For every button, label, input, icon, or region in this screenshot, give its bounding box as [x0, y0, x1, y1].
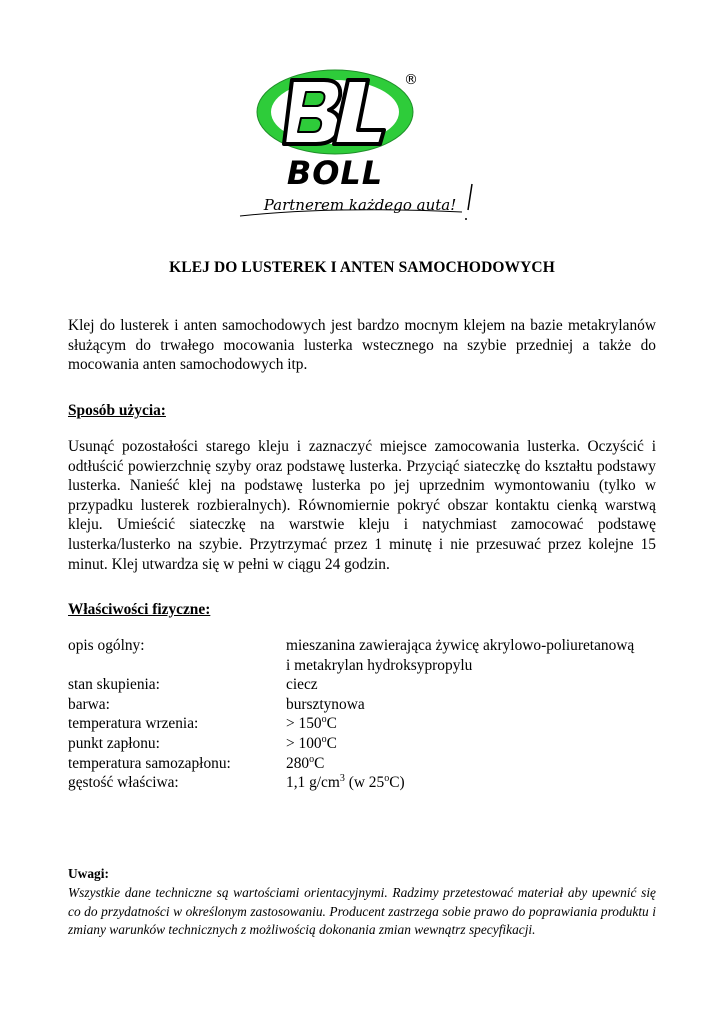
degree-sup: o	[384, 773, 390, 785]
prop-row-state	[68, 675, 668, 695]
slogan: Partnerem każdego auta!	[263, 196, 457, 214]
usage-heading: Sposób użycia:	[68, 402, 166, 419]
prop-value	[286, 754, 668, 774]
prop-row-color	[68, 695, 668, 715]
degree-sup: o	[321, 714, 327, 726]
properties-table	[68, 636, 668, 793]
value-number: > 100	[286, 734, 322, 752]
prop-value: ciecz	[286, 676, 318, 694]
prop-row-general	[68, 636, 668, 675]
value-number: > 150	[286, 715, 322, 733]
boll-logo	[232, 66, 492, 226]
cubic-sup: 3	[339, 773, 345, 785]
prop-value	[286, 773, 668, 793]
prop-value: bursztynowa	[286, 695, 365, 713]
prop-label: stan skupienia:	[68, 676, 160, 694]
usage-paragraph: Usunąć pozostałości starego kleju i zaznaczyć miejsce zamocowania lusterka. Oczyścić i odtłuścić powierzchnię szyby oraz podstawę lusterka. Przyciąć siateczkę do kształtu podstawy lusterka. Nanieść klej na podstawę lusterka po jej uprzednim wymontowaniu (tylko w przypadku lusterek rozbieralnych). Równomiernie pokryć obszar kontaktu cienką warstwą kleju. Umieścić siateczkę na warstwie kleju i natychmiast zamocować podstawę lusterka/lusterko na szybie. Przytrzymać przez 1 minutę i nie przesuwać przez kolejne 15 minut. Klej utwardza się w pełni w ciągu 24 godzin.	[68, 438, 656, 573]
density-temp-suffix: C)	[389, 774, 405, 792]
prop-label: opis ogólny:	[68, 637, 145, 654]
prop-row-density	[68, 773, 668, 793]
prop-row-boiling	[68, 714, 668, 734]
prop-label: temperatura samozapłonu:	[68, 754, 231, 772]
prop-value	[286, 734, 668, 754]
prop-label: punkt zapłonu:	[68, 734, 160, 752]
unit-celsius: C	[326, 715, 337, 733]
prop-label: temperatura wrzenia:	[68, 715, 199, 733]
brand-name: BOLL	[286, 154, 384, 192]
intro-paragraph: Klej do lusterek i anten samochodowych jest bardzo mocnym klejem na bazie metakrylanów służącym do trwałego mocowania lusterka wstecznego na szybie przedniej a także do mocowania anten samochodowych itp.	[68, 317, 656, 374]
prop-label: barwa:	[68, 695, 110, 713]
prop-value	[286, 714, 668, 734]
unit-celsius: C	[314, 754, 325, 772]
prop-value-line: mieszanina zawierająca żywicę akrylowo-poliuretanową	[286, 637, 635, 654]
prop-row-autoignition	[68, 754, 668, 774]
degree-sup: o	[309, 753, 315, 765]
value-number: 1,1 g/cm	[286, 774, 340, 792]
properties-heading: Właściwości fizyczne:	[68, 601, 211, 618]
prop-value	[286, 636, 668, 675]
slogan-flourish	[466, 184, 472, 220]
notes-heading: Uwagi:	[68, 866, 109, 881]
degree-sup: o	[321, 733, 327, 745]
prop-row-flash	[68, 734, 668, 754]
registered-mark: ®	[404, 72, 418, 88]
prop-value-line: i metakrylan hydroksypropylu	[286, 656, 473, 674]
unit-celsius: C	[326, 734, 337, 752]
document-title: KLEJ DO LUSTEREK I ANTEN SAMOCHODOWYCH	[169, 259, 555, 276]
value-number: 280	[286, 754, 310, 772]
prop-label: gęstość właściwa:	[68, 774, 179, 792]
notes-text: Wszystkie dane techniczne są wartościami orientacyjnymi. Radzimy przetestować materiał aby upewnić się co do przydatności w określonym zastosowaniu. Producent zastrzega sobie prawo do poprawiania produktu i zmiany warunków technicznych z możliwością dokonania zmian wewnątrz specyfikacji.	[68, 885, 656, 937]
density-temp-prefix: (w 25	[344, 774, 385, 792]
